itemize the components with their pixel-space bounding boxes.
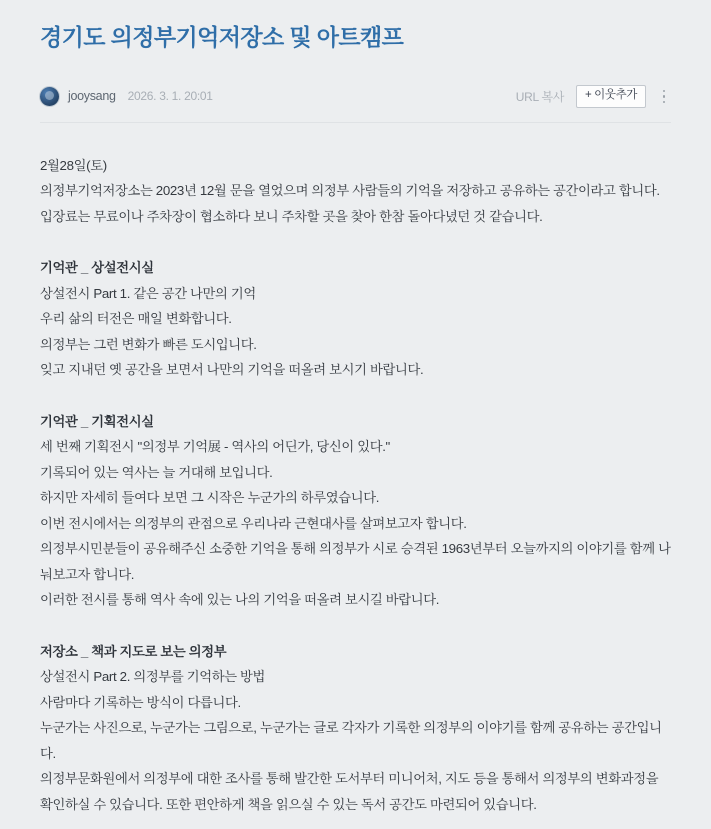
post-header bbox=[0, 0, 711, 53]
post-paragraph bbox=[40, 255, 671, 383]
post-line: 2월28일(토) bbox=[40, 157, 107, 173]
post-line: 의정부는 그런 변화가 빠른 도시입니다. bbox=[40, 336, 257, 352]
post-line: 상설전시 Part 1. 같은 공간 나만의 기억 bbox=[40, 285, 256, 301]
url-copy-button[interactable]: URL 복사 bbox=[515, 89, 565, 104]
post-paragraph bbox=[40, 639, 671, 818]
post-line: 잊고 지내던 옛 공간을 보면서 나만의 기억을 떠올려 보시기 바랍니다. bbox=[40, 362, 424, 378]
post-meta-actions bbox=[516, 85, 671, 108]
dot-1 bbox=[663, 90, 666, 93]
more-options-icon[interactable] bbox=[657, 87, 671, 105]
post-paragraph bbox=[40, 409, 671, 613]
post-line: 기록되어 있는 역사는 늘 거대해 보입니다. bbox=[40, 464, 273, 480]
post-line: 입장료는 무료이나 주차장이 협소하다 보니 주차할 곳을 찾아 한참 돌아다녔던 것 같습니다. bbox=[40, 208, 543, 224]
post-line: 누군가는 사진으로, 누군가는 그림으로, 누군가는 글로 각자가 기록한 의정부의 이야기를 함께 공유하는 공간입니다. bbox=[40, 720, 662, 761]
avatar[interactable] bbox=[40, 87, 59, 106]
post-paragraph bbox=[40, 153, 671, 230]
author-nickname[interactable]: jooysang bbox=[68, 89, 116, 104]
post-line: 이번 전시에서는 의정부의 관점으로 우리나라 근현대사를 살펴보고자 합니다. bbox=[40, 515, 467, 531]
post-section-heading: 기억관 _ 기획전시실 bbox=[40, 413, 154, 429]
post-meta-row bbox=[0, 67, 711, 122]
post-timestamp: 2026. 3. 1. 20:01 bbox=[127, 89, 213, 104]
post-line: 상설전시 Part 2. 의정부를 기억하는 방법 bbox=[40, 669, 266, 685]
post-body bbox=[0, 123, 711, 829]
post-section-heading: 저장소 _ 책과 지도로 보는 의정부 bbox=[40, 643, 227, 659]
dot-2 bbox=[663, 95, 666, 98]
post-line: 세 번째 기획전시 "의정부 기억展 - 역사의 어딘가, 당신이 있다." bbox=[40, 439, 390, 455]
post-line: 의정부시민분들이 공유해주신 소중한 기억을 통해 의정부가 시로 승격된 1963년부터 오늘까지의 이야기를 함께 나눠보고자 합니다. bbox=[40, 541, 671, 582]
add-neighbor-button[interactable]: + 이웃추가 bbox=[576, 85, 646, 108]
dot-3 bbox=[663, 101, 666, 104]
post-line: 의정부기억저장소는 2023년 12월 문을 열었으며 의정부 사람들의 기억을 저장하고 공유하는 공간이라고 합니다. bbox=[40, 183, 660, 199]
page-title: 경기도 의정부기억저장소 및 아트캠프 bbox=[40, 24, 404, 50]
post-line: 우리 삶의 터전은 매일 변화합니다. bbox=[40, 311, 232, 327]
post-section-heading: 기억관 _ 상설전시실 bbox=[40, 260, 154, 276]
post-line: 이러한 전시를 통해 역사 속에 있는 나의 기억을 떠올려 보시길 바랍니다. bbox=[40, 592, 440, 608]
post-line: 하지만 자세히 들여다 보면 그 시작은 누군가의 하루였습니다. bbox=[40, 490, 380, 506]
post-line: 의정부문화원에서 의정부에 대한 조사를 통해 발간한 도서부터 미니어처, 지도 등을 통해서 의정부의 변화과정을 확인하실 수 있습니다. 또한 편안하게 책을 읽으실 수 있는 독서 공간도 마련되어 있습니다. bbox=[40, 771, 662, 812]
post-line: 사람마다 기록하는 방식이 다릅니다. bbox=[40, 694, 241, 710]
